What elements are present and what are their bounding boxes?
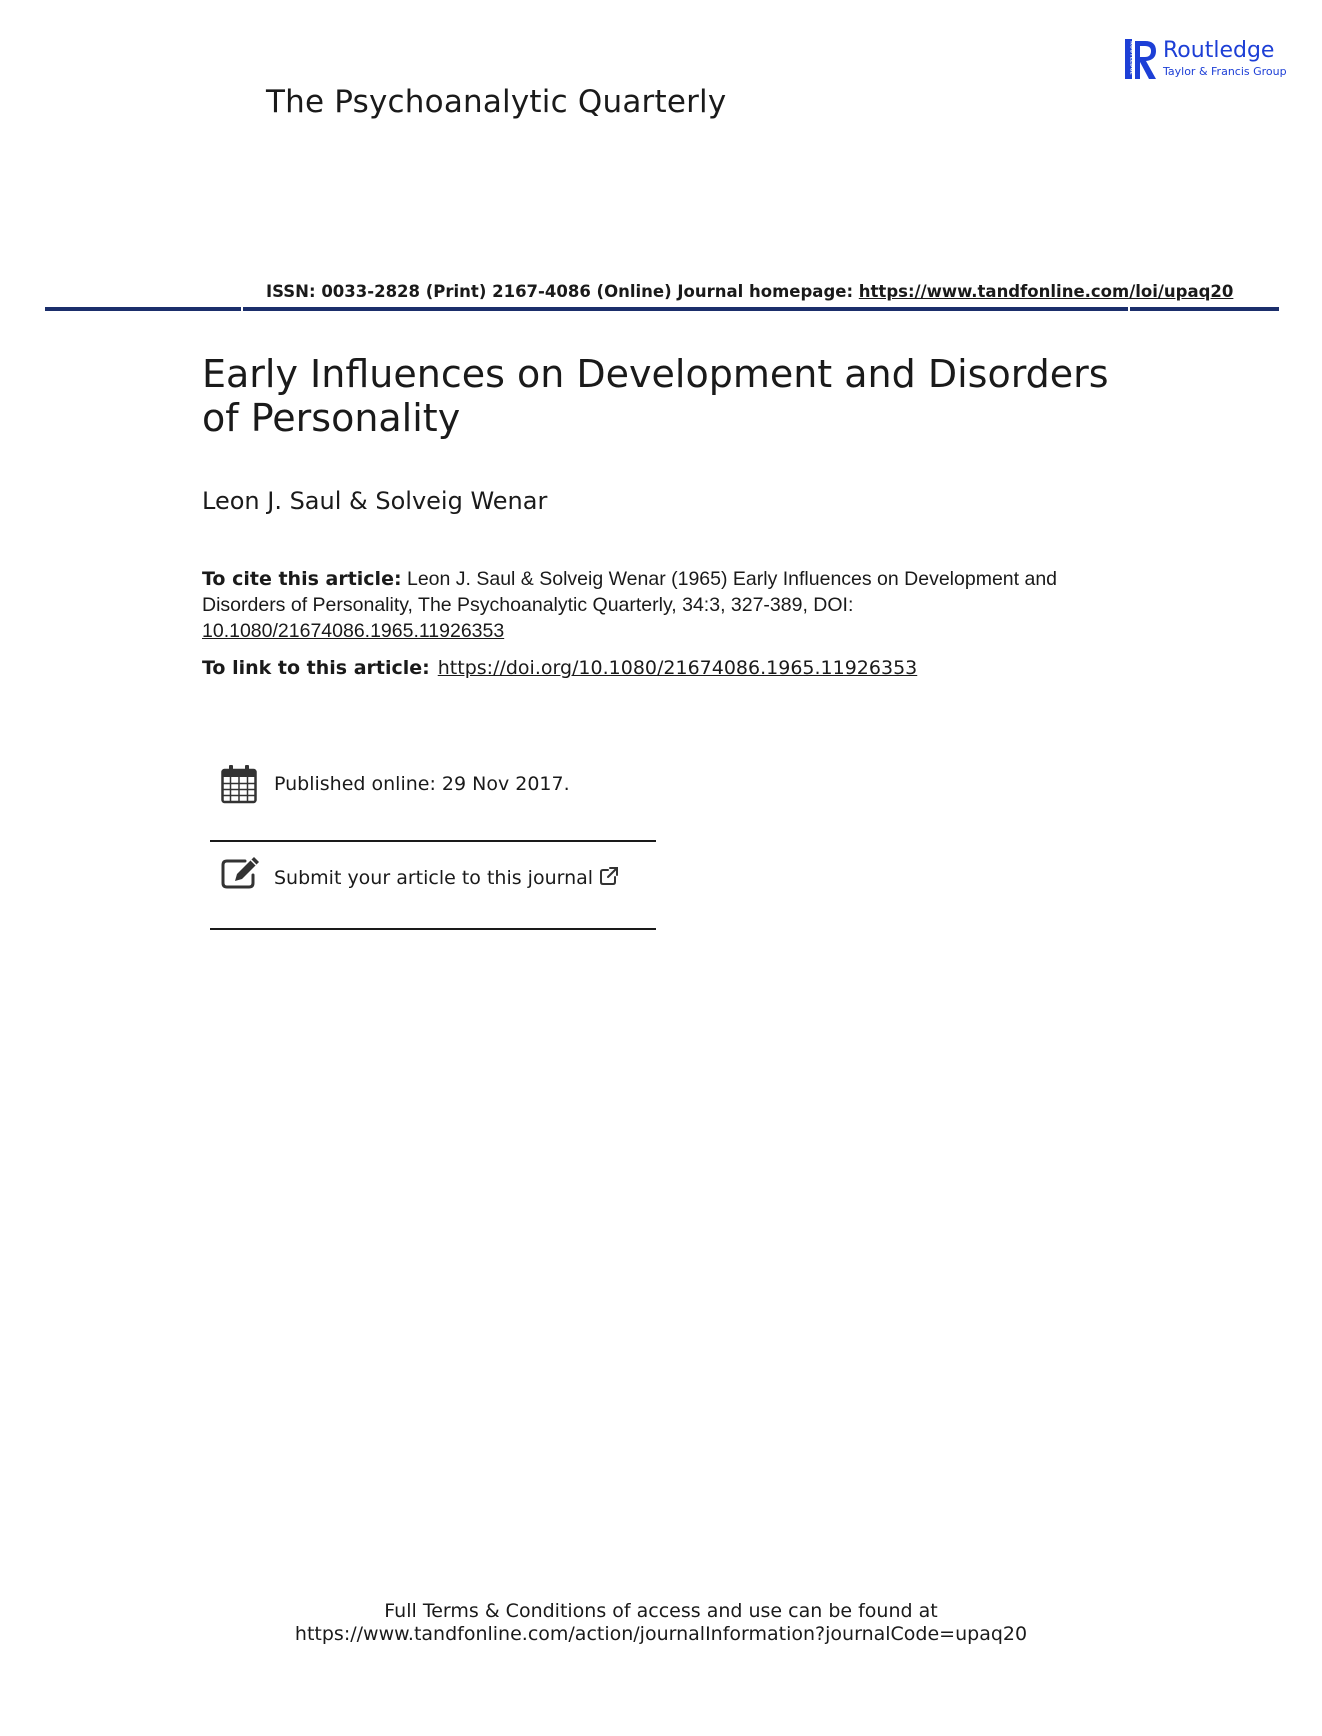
article-title: Early Influences on Development and Disorders of Personality	[202, 352, 1109, 440]
issn-line	[266, 282, 1233, 301]
routledge-logo-icon	[1125, 37, 1159, 83]
rule-gap	[1128, 307, 1130, 311]
article-doi-link[interactable]: https://doi.org/10.1080/21674086.1965.11926353	[437, 657, 918, 679]
submit-label: Submit your article to this journal	[274, 867, 594, 889]
footer-terms-link[interactable]: https://www.tandfonline.com/action/journalInformation?journalCode=upaq20	[294, 1623, 1028, 1645]
routledge-logo[interactable]	[1125, 37, 1287, 83]
article-link-line	[202, 657, 917, 679]
footer-terms	[0, 1600, 1322, 1646]
info-divider	[210, 928, 656, 930]
external-link-icon	[599, 866, 619, 886]
cite-label: To cite this article:	[202, 568, 402, 590]
citation-block	[202, 566, 1082, 644]
article-authors[interactable]: Leon J. Saul & Solveig Wenar	[202, 487, 548, 515]
logo-name: Routledge	[1163, 38, 1275, 63]
cite-text: Leon J. Saul & Solveig Wenar (1965) Early Influences on Development and Disorders of Personality, The Psychoanalytic Quarterly, 34:3, 327-389, DOI:	[202, 568, 1058, 616]
info-divider	[210, 840, 656, 842]
journal-title: The Psychoanalytic Quarterly	[266, 84, 727, 120]
edit-icon	[221, 855, 261, 889]
rule-gap	[241, 307, 243, 311]
submit-article-link[interactable]	[274, 866, 619, 889]
cite-doi-link[interactable]: 10.1080/21674086.1965.11926353	[202, 620, 505, 642]
published-online: Published online: 29 Nov 2017.	[274, 773, 570, 795]
footer-line-1: Full Terms & Conditions of access and use can be found at	[384, 1600, 938, 1622]
calendar-icon	[221, 764, 257, 804]
link-label: To link to this article:	[202, 657, 430, 679]
header-rule	[45, 307, 1279, 311]
journal-homepage-link[interactable]: https://www.tandfonline.com/loi/upaq20	[858, 282, 1234, 301]
logo-vertical-text: ROUTLEDGE	[1128, 41, 1135, 75]
issn-text: ISSN: 0033-2828 (Print) 2167-4086 (Online) Journal homepage:	[266, 282, 859, 301]
logo-tagline: Taylor & Francis Group	[1163, 65, 1287, 78]
